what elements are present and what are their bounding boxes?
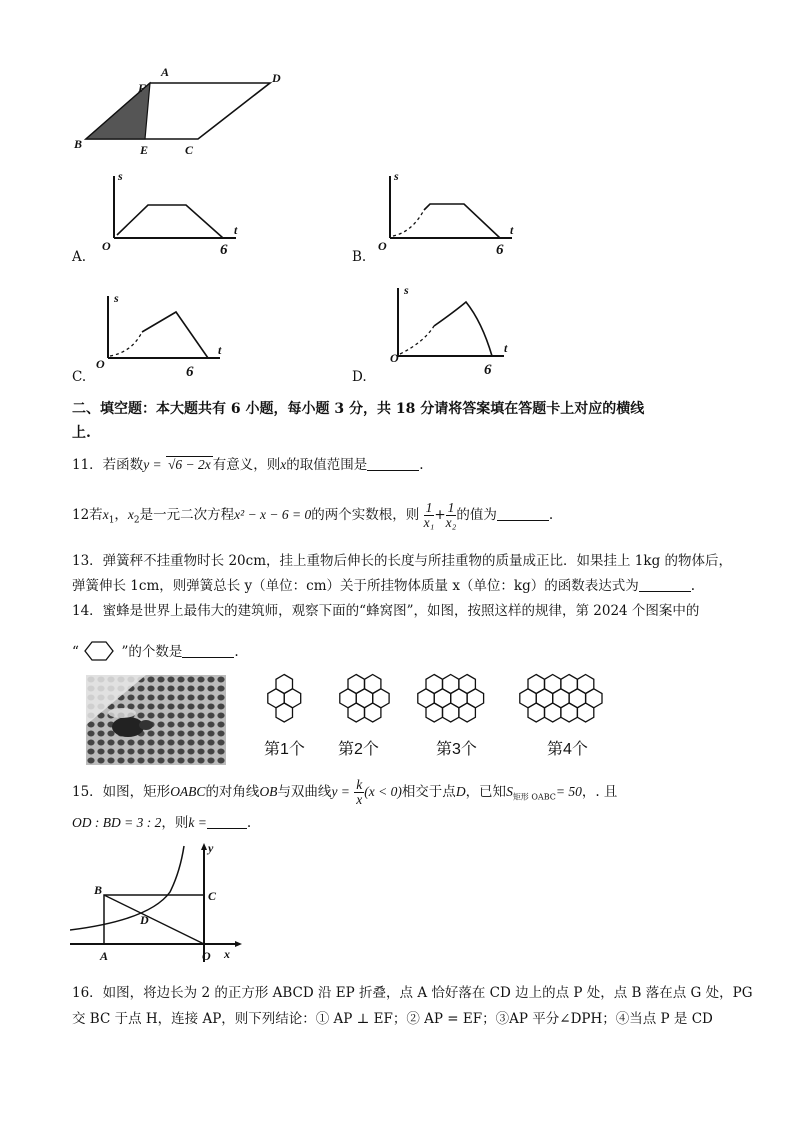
axis-t: t <box>504 341 508 355</box>
answer-blank-11[interactable] <box>367 456 419 471</box>
origin: O <box>102 239 111 253</box>
option-c-label: C. <box>72 369 87 385</box>
hexagon-icon <box>83 640 117 662</box>
question-11: 11．若函数y = √6 − 2x 有意义，则x的取值范围是 . <box>72 457 424 473</box>
label-B: B <box>94 883 103 897</box>
question-16-line1: 16．如图，将边长为 2 的正方形 ABCD 沿 EP 折叠，点 A 恰好落在 CD 边上的点 P 处，点 B 落在点 G 处，PG <box>72 985 753 1001</box>
label-F: F <box>138 81 147 95</box>
bee-honeycomb-photo <box>86 675 226 765</box>
axis-s: s <box>118 170 123 183</box>
origin: O <box>96 357 105 371</box>
question-12: 12若$x_1$，$x_2$是一元二次方程x² − x − 6 = 0的两个实数根，则 $\frac{1}{\text{x₁}}$ + $\frac{1}{\text{x₂}}$ 的值为 . <box>72 500 554 530</box>
axis-s: s <box>114 291 119 305</box>
label-B: B <box>74 137 83 151</box>
graph-option-a <box>98 170 248 260</box>
caption-4: 第4个 <box>547 741 588 758</box>
caption-1: 第1个 <box>264 741 305 758</box>
axis-t: t <box>510 223 514 237</box>
honeycomb-cell <box>528 703 545 722</box>
tick-6: 6 <box>484 362 492 377</box>
honeycomb-cell <box>459 703 476 722</box>
axis-t: t <box>234 223 238 237</box>
tick-6: 6 <box>496 242 504 258</box>
answer-blank-15[interactable] <box>207 814 247 829</box>
question-13-line2: 弹簧伸长 1cm，则弹簧总长 y（单位：cm）关于所挂物体质量 x（单位：kg）的函数表达式为 . <box>72 578 696 594</box>
honeycomb-cell <box>426 703 443 722</box>
tick-6: 6 <box>186 364 194 380</box>
option-b-label: B. <box>352 249 367 265</box>
axis-t: t <box>218 343 222 357</box>
option-a-label: A. <box>72 249 87 265</box>
label-O: O <box>202 949 211 963</box>
origin: O <box>378 239 387 253</box>
honeycomb-cell <box>365 703 381 722</box>
label-A: A <box>161 66 170 79</box>
honeycomb-cell <box>443 703 459 722</box>
answer-blank-13[interactable] <box>639 577 691 592</box>
answer-blank-12[interactable] <box>497 506 549 521</box>
option-d-label: D. <box>352 369 367 385</box>
honeycomb-cell <box>348 703 365 722</box>
question-14-line2: “ ”的个数是 . <box>72 640 239 662</box>
honeycomb-cell <box>577 703 593 722</box>
graph-option-d <box>374 282 524 377</box>
parallelogram-figure <box>70 66 295 156</box>
caption-2: 第2个 <box>338 741 379 758</box>
answer-blank-14[interactable] <box>182 643 234 658</box>
section2-heading-line1: 二、填空题：本大题共有 6 小题，每小题 3 分，共 18 分请将答案填在答题卡上对应的横线 <box>72 401 645 417</box>
honeycomb-cell <box>561 703 578 722</box>
rectangle-hyperbola-figure <box>70 842 245 967</box>
label-x: x <box>224 947 230 961</box>
honeycomb-patterns <box>256 670 636 770</box>
question-13-line1: 13．弹簧秤不挂重物时长 20cm，挂上重物后伸长的长度与所挂重物的质量成正比．如果挂上 1kg 的物体后， <box>72 553 733 569</box>
tick-6: 6 <box>220 242 228 258</box>
label-C: C <box>185 143 194 156</box>
label-E: E <box>140 143 149 156</box>
honeycomb-cell <box>276 703 293 722</box>
honeycomb-cell <box>545 703 561 722</box>
graph-option-b <box>372 170 522 260</box>
origin: O <box>390 351 399 365</box>
axis-s: s <box>404 283 409 297</box>
question-16-line2: 交 BC 于点 H，连接 AP，则下列结论：① AP ⊥ EF；② AP = EF；③AP 平分∠DPH；④当点 P 是 CD <box>72 1011 713 1027</box>
label-A: A <box>100 949 109 963</box>
question-14-line1: 14．蜜蜂是世界上最伟大的建筑师，观察下面的“蜂窝图”，如图，按照这样的规律，第 2024 个图案中的 <box>72 603 700 619</box>
caption-3: 第3个 <box>436 741 477 758</box>
section2-heading-line2: 上. <box>72 425 91 441</box>
question-15-line1: 15．如图，矩形OABC的对角线OB与双曲线y = $\frac{k}{x}$ (x < 0)相交于点D，已知$S_{矩形 OABC}= 50$，. 且 <box>72 777 618 807</box>
graph-option-c <box>92 290 242 380</box>
axis-s: s <box>394 170 399 183</box>
label-C: C <box>208 889 217 903</box>
question-15-line2: OD : BD = 3 : 2，则k = . <box>72 815 252 831</box>
label-D: D <box>140 913 149 927</box>
label-D: D <box>272 71 281 85</box>
label-y: y <box>208 842 214 855</box>
